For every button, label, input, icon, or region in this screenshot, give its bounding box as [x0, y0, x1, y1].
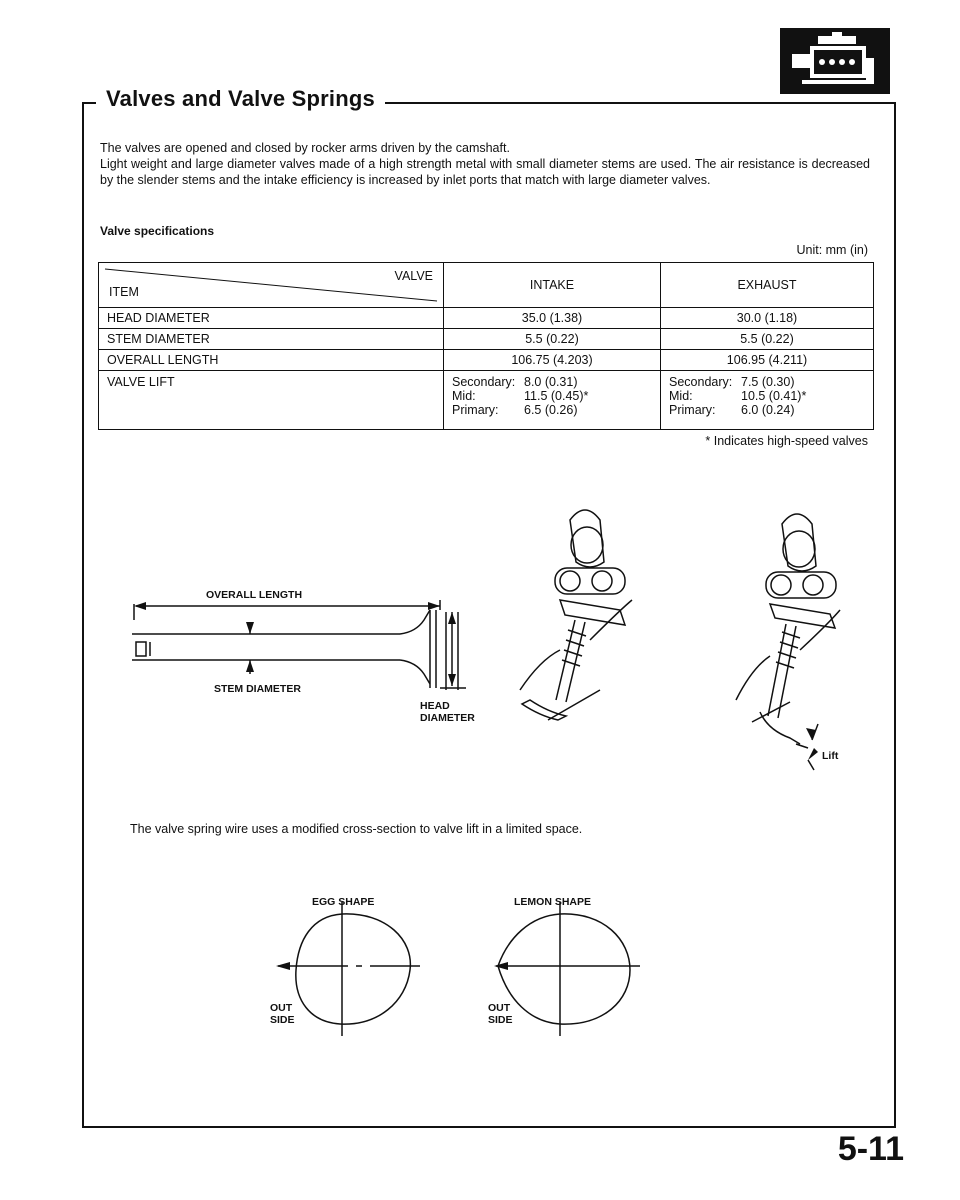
intake-valve-train: [520, 510, 632, 720]
lift-value: 11.5 (0.45)*: [524, 389, 589, 403]
row-item: HEAD DIAMETER: [99, 308, 444, 329]
lift-value: 10.5 (0.41)*: [741, 389, 807, 403]
table-footnote: * Indicates high-speed valves: [705, 434, 868, 448]
lemon-shape-label: LEMON SHAPE: [514, 896, 592, 908]
row-exhaust: 106.95 (4.211): [661, 350, 874, 371]
head-diameter-label: HEAD DIAMETER: [420, 700, 475, 724]
row-exhaust: 30.0 (1.18): [661, 308, 874, 329]
spring-description: The valve spring wire uses a modified cross-section to valve lift in a limited space.: [130, 822, 583, 836]
row-intake: 106.75 (4.203): [444, 350, 661, 371]
header-intake: INTAKE: [444, 263, 661, 308]
stem-diameter-label: STEM DIAMETER: [214, 683, 301, 695]
row-intake: 5.5 (0.22): [444, 329, 661, 350]
page-number: 5-11: [837, 1130, 904, 1168]
lift-value: 6.0 (0.24): [741, 403, 795, 417]
lift-label: Mid:: [452, 389, 476, 403]
row-item: STEM DIAMETER: [99, 329, 444, 350]
unit-label: Unit: mm (in): [796, 243, 868, 257]
valve-side-view: [132, 600, 466, 690]
spec-heading: Valve specifications: [100, 224, 215, 238]
overall-length-label: OVERALL LENGTH: [206, 589, 303, 601]
intro-line-2: Light weight and large diameter valves made of a high strength metal with small diameter stems are used. The air resistance is decreased by the slender stems and the intake efficiency is increased by inlet ports that match with large diameter valves.: [100, 157, 870, 187]
header-valve: VALVE: [394, 269, 433, 283]
lift-label: Primary:: [452, 403, 499, 417]
row-intake: 35.0 (1.38): [444, 308, 661, 329]
row-exhaust: 5.5 (0.22): [661, 329, 874, 350]
lift-value: 8.0 (0.31): [524, 375, 578, 389]
exhaust-valve-train: [736, 514, 840, 748]
egg-shape-label: EGG SHAPE: [312, 896, 375, 908]
egg-outside-label: OUT SIDE: [270, 1002, 295, 1026]
intro-line-1: The valves are opened and closed by rocker arms driven by the camshaft.: [100, 141, 510, 155]
lift-value: 6.5 (0.26): [524, 403, 578, 417]
header-item: ITEM: [109, 285, 139, 299]
section-title: Valves and Valve Springs: [106, 86, 375, 111]
lift-label: Lift: [822, 750, 839, 762]
row-item: VALVE LIFT: [99, 371, 444, 430]
lemon-outside-label: OUT SIDE: [488, 1002, 513, 1026]
row-item: OVERALL LENGTH: [99, 350, 444, 371]
lift-label: Mid:: [669, 389, 693, 403]
lift-label: Secondary:: [452, 375, 516, 389]
header-exhaust: EXHAUST: [661, 263, 874, 308]
lift-value: 7.5 (0.30): [741, 375, 795, 389]
lift-label: Primary:: [669, 403, 716, 417]
lift-label: Secondary:: [669, 375, 733, 389]
